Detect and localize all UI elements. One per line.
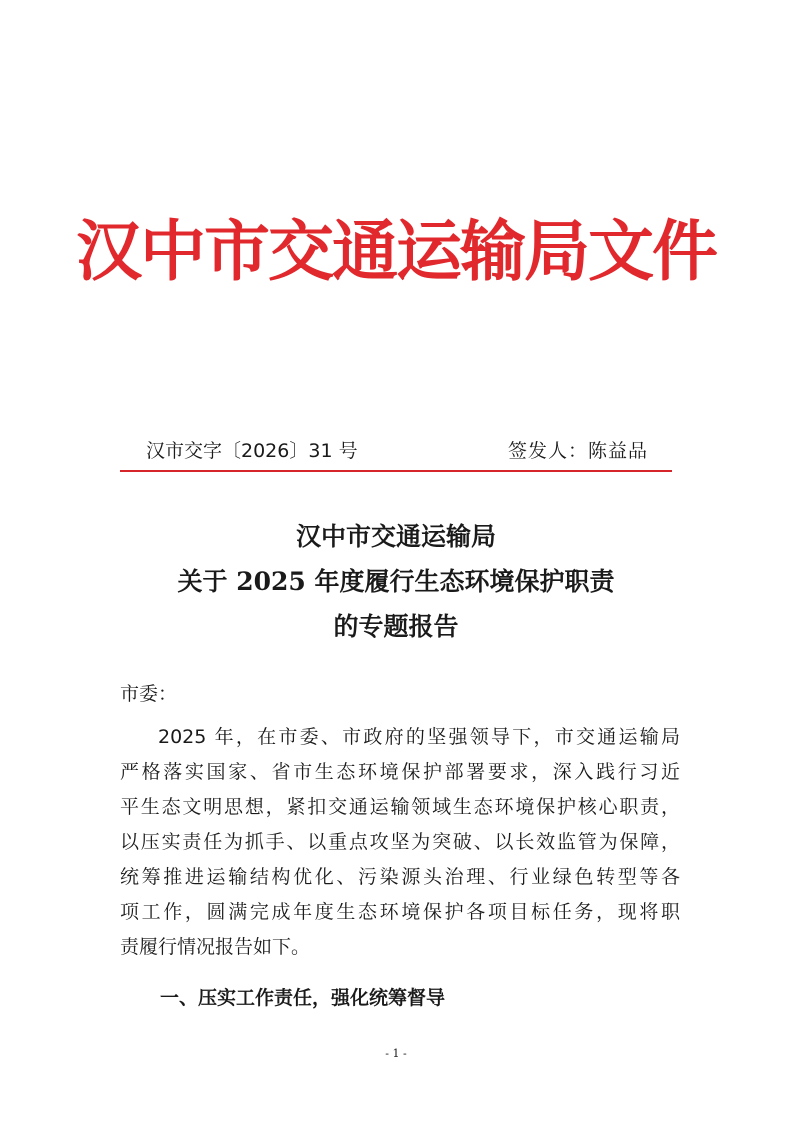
red-divider-line: [120, 470, 672, 472]
body-paragraph: [120, 720, 680, 965]
signer: 签发人：陈益品: [507, 440, 648, 462]
paragraph-line: 2025 年，在市委、市政府的坚强领导下，市交通运输局: [158, 726, 680, 748]
paragraph-line: 项工作，圆满完成年度生态环境保护各项目标任务，现将职: [120, 901, 680, 923]
section-heading: 一、压实工作责任，强化统筹督导: [160, 987, 446, 1009]
title-line-3: 的专题报告: [333, 612, 459, 641]
document-number: 汉市交字〔2026〕31 号: [146, 440, 358, 462]
paragraph-line: 平生态文明思想，紧扣交通运输领域生态环境保护核心职责，: [120, 796, 680, 818]
paragraph-line: 责履行情况报告如下。: [120, 936, 311, 958]
page-number: - 1 -: [385, 1047, 407, 1060]
masthead-title: 汉中市交通运输局文件: [76, 212, 716, 290]
report-title: [0, 514, 792, 649]
title-line-2: 关于 2025 年度履行生态环境保护职责: [177, 567, 615, 596]
title-line-1: 汉中市交通运输局: [295, 522, 496, 551]
paragraph-line: 以压实责任为抓手、以重点攻坚为突破、以长效监管为保障，: [120, 831, 680, 853]
salutation: 市委：: [120, 683, 178, 705]
paragraph-line: 严格落实国家、省市生态环境保护部署要求，深入践行习近: [120, 761, 680, 783]
paragraph-line: 统筹推进运输结构优化、污染源头治理、行业绿色转型等各: [120, 866, 680, 888]
